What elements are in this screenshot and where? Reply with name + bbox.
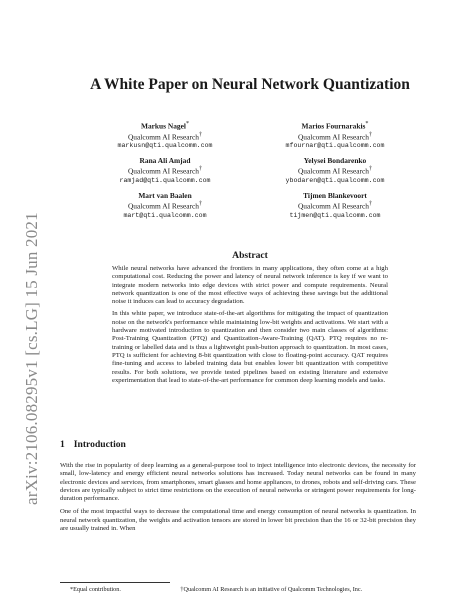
affiliation-mark: †: [368, 131, 373, 138]
affiliation-mark: †: [368, 201, 373, 208]
author-name: Rana Ali Amjad: [139, 156, 191, 165]
author-email[interactable]: tijmen@qti.qualcomm.com: [289, 211, 381, 219]
footnote-qualcomm: †Qualcomm AI Research is an initiative of Qualcomm Technologies, Inc.: [180, 586, 363, 593]
author-email[interactable]: mart@qti.qualcomm.com: [123, 211, 207, 219]
arxiv-identifier-stamp[interactable]: arXiv:2106.08295v1 [cs.LG] 15 Jun 2021: [22, 212, 41, 505]
author-mark: *: [365, 121, 369, 127]
author-affiliation: Qualcomm AI Research: [297, 132, 369, 142]
introduction-body: [60, 462, 416, 538]
affiliation-mark: †: [198, 131, 203, 138]
author-5: [90, 191, 240, 220]
paper-title: A White Paper on Neural Network Quantization: [90, 76, 410, 93]
abstract-paragraph-2: In this white paper, we introduce state-of-the-art algorithms for mitigating the impact of quantization noise on the network's performance while maintaining low-bit weights and activations. We start with a hardware motivated introduction to quantization and then consider two main classes of algorithms: Post-Training Quantization (PTQ) and Quantization-Aware-Training (QAT). PTQ requires no re-training or labelled data and is thus a lightweight push-button approach to quantization. In most cases, PTQ is sufficient for achieving 8-bit quantization with close to floating-point accuracy. QAT requires fine-tuning and access to labeled training data but enables lower bit quantization with competitive results. For both solutions, we provide tested pipelines based on existing literature and extensive experimentation that lead to state-of-the-art performance for common deep learning models and tasks.: [112, 310, 388, 384]
section-number: 1: [60, 439, 65, 450]
author-email[interactable]: ybodaren@qti.qualcomm.com: [285, 176, 385, 184]
author-2: [260, 120, 410, 151]
author-3: [90, 156, 240, 185]
author-affiliation: Qualcomm AI Research: [127, 201, 199, 211]
author-name: Tijmen Blankevoort: [303, 191, 367, 200]
author-email[interactable]: markusn@qti.qualcomm.com: [117, 142, 213, 150]
abstract-heading: Abstract: [232, 250, 268, 261]
affiliation-mark: †: [198, 201, 203, 208]
author-mark: *: [185, 121, 190, 127]
author-1: [90, 120, 240, 151]
section-heading-introduction: [60, 439, 126, 450]
affiliation-mark: †: [198, 166, 203, 173]
author-name: Marios Fournarakis: [301, 121, 366, 131]
footnote-divider: [60, 582, 170, 583]
author-name: Markus Nagel: [140, 121, 186, 131]
abstract-body: [112, 265, 388, 389]
footnote-equal-contribution: *Equal contribution.: [70, 586, 121, 593]
abstract-paragraph-1: While neural networks have advanced the frontiers in many applications, they often come at a high computational cost. Reducing the power and latency of neural network inference is key if we want to integrate modern networks into edge devices with strict power and compute requirements. Neural network quantization is one of the most effective ways of achieving these savings but the additional noise it induces can lead to accuracy degradation.: [112, 265, 388, 306]
author-affiliation: Qualcomm AI Research: [127, 132, 199, 142]
footnotes: [70, 586, 440, 593]
author-name: Mart van Baalen: [138, 191, 192, 200]
body-paragraph-1: With the rise in popularity of deep learning as a general-purpose tool to inject intelligence into electronic devices, the necessity for small, low-latency and energy efficient neural networks solutions has increased. Today neural networks can be found in many electronic devices and services, from smartphones, smart glasses and home appliances, to drones, robots and self-driving cars. These devices are typically subject to strict time restrictions on the execution of neural networks or stringent power requirements for long-duration performance.: [60, 462, 416, 503]
author-6: [260, 191, 410, 220]
author-email[interactable]: ramjad@qti.qualcomm.com: [119, 176, 211, 184]
affiliation-mark: †: [368, 166, 373, 173]
author-email[interactable]: mfournar@qti.qualcomm.com: [285, 142, 385, 150]
author-4: [260, 156, 410, 185]
author-affiliation: Qualcomm AI Research: [297, 166, 369, 176]
section-title: Introduction: [73, 439, 126, 450]
author-name: Yelysei Bondarenko: [303, 156, 367, 165]
body-paragraph-2: One of the most impactful ways to decrease the computational time and energy consumption of neural networks is quantization. In neural network quantization, the weights and activation tensors are stored in lower bit precision than the 16 or 32-bit precision they are usually trained in. When: [60, 508, 416, 533]
author-affiliation: Qualcomm AI Research: [127, 166, 199, 176]
author-affiliation: Qualcomm AI Research: [297, 201, 369, 211]
